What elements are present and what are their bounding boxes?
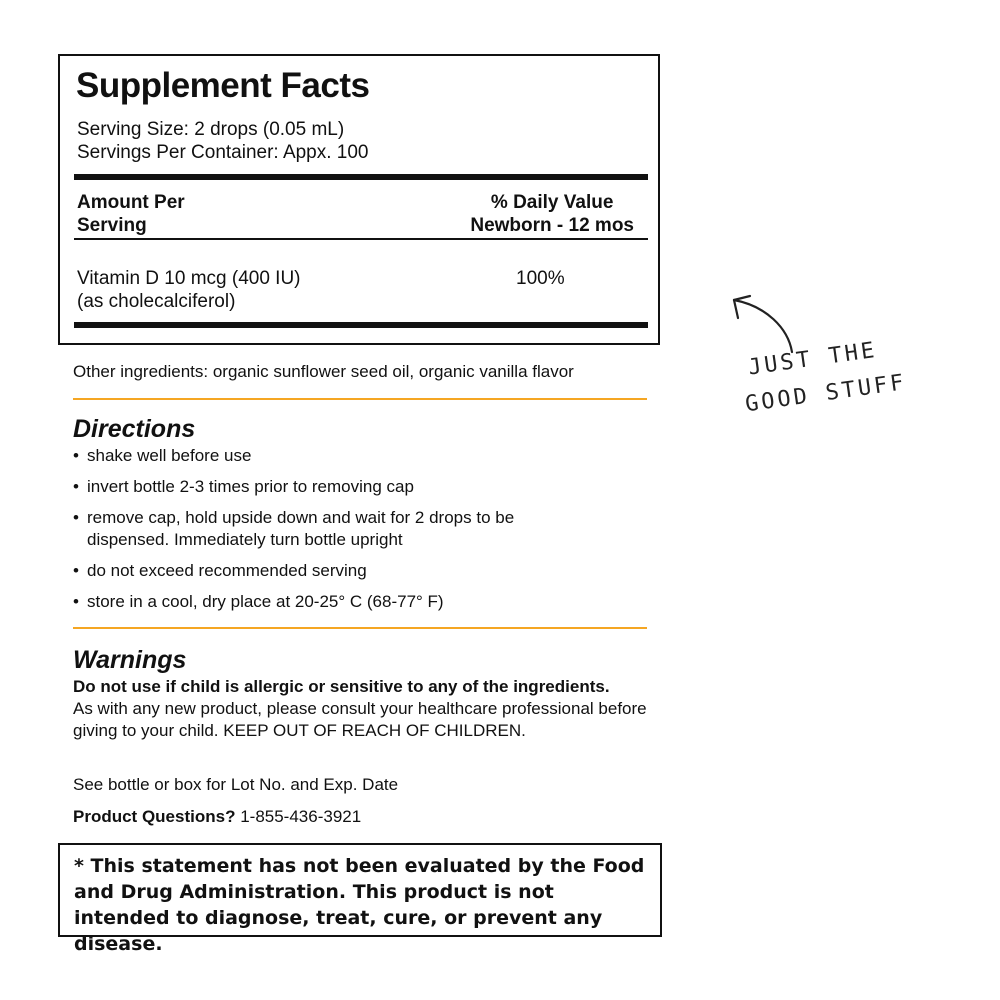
warnings-heading: Warnings	[73, 646, 187, 674]
dv-header-line1: % Daily Value	[490, 192, 614, 213]
directions-heading: Directions	[73, 415, 196, 443]
thick-divider-top	[74, 174, 648, 180]
serving-info	[77, 118, 369, 164]
direction-item	[73, 445, 251, 467]
warning-body: As with any new product, please consult your healthcare professional before giving to your child. KEEP OUT OF REACH OF CHILDREN.	[73, 699, 647, 740]
nutrient-daily-value: 100%	[516, 268, 565, 289]
amount-per-serving-header	[77, 191, 185, 237]
direction-text: store in a cool, dry place at 20-25° C (68-77° F)	[87, 592, 444, 611]
direction-text: shake well before use	[87, 446, 252, 465]
section-divider	[73, 627, 647, 629]
nutrient-row-vitamin-d	[77, 267, 301, 313]
fda-disclaimer-box	[58, 843, 662, 955]
serving-size: Serving Size: 2 drops (0.05 mL)	[77, 119, 345, 140]
lot-expiry-note: See bottle or box for Lot No. and Exp. Date	[73, 775, 399, 794]
direction-item	[73, 476, 414, 498]
amount-header-line1: Amount Per	[77, 192, 185, 213]
allergy-warning: Do not use if child is allergic or sensitive to any of the ingredients.	[73, 677, 610, 696]
questions-phone: 1-855-436-3921	[240, 807, 362, 826]
direction-text: invert bottle 2-3 times prior to removing cap	[87, 477, 414, 496]
amount-header-line2: Serving	[77, 215, 147, 236]
nutrient-source: (as cholecalciferol)	[77, 291, 236, 312]
bullet-icon: •	[73, 508, 79, 527]
direction-item	[73, 507, 514, 551]
thin-divider	[74, 238, 648, 240]
supplement-facts-title: Supplement Facts	[76, 66, 370, 105]
product-questions	[73, 806, 361, 828]
servings-per-container: Servings Per Container: Appx. 100	[77, 142, 369, 163]
bullet-icon: •	[73, 477, 79, 496]
direction-text: do not exceed recommended serving	[87, 561, 367, 580]
dv-header-line2: Newborn - 12 mos	[470, 215, 634, 236]
section-divider	[73, 398, 647, 400]
bullet-icon: •	[73, 561, 79, 580]
nutrient-name: Vitamin D 10 mcg (400 IU)	[77, 268, 301, 289]
fda-disclaimer: * This statement has not been evaluated by the Food and Drug Administration. This product is not intended to diagnose, treat, cure, or prevent any disease.	[74, 855, 645, 955]
direction-text-continuation: dispensed. Immediately turn bottle upright	[87, 530, 403, 549]
tagline-line2: GOOD STUFF	[743, 369, 909, 418]
bullet-icon: •	[73, 592, 79, 611]
supplement-facts-panel	[58, 54, 660, 345]
daily-value-header	[470, 191, 634, 237]
bullet-icon: •	[73, 446, 79, 465]
direction-item	[73, 560, 367, 582]
direction-item	[73, 591, 444, 613]
tagline-line1: JUST THE	[746, 337, 879, 381]
other-ingredients: Other ingredients: organic sunflower seed oil, organic vanilla flavor	[73, 362, 574, 381]
thick-divider-bottom	[74, 322, 648, 328]
direction-text: remove cap, hold upside down and wait for 2 drops to be	[87, 508, 515, 527]
questions-label: Product Questions?	[73, 807, 236, 826]
